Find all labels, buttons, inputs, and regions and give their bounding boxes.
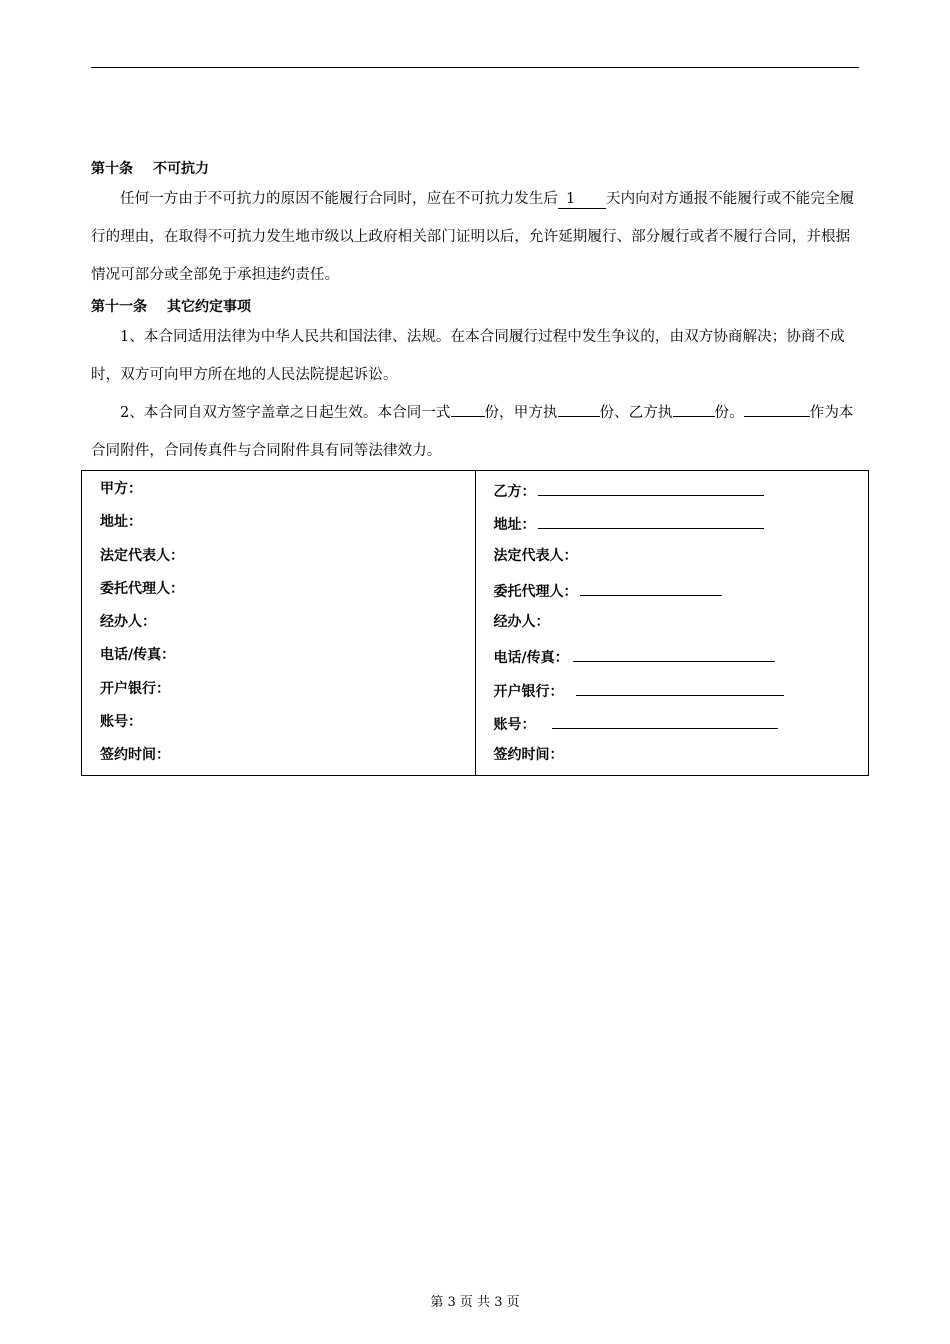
article-11-item-2 [91, 394, 859, 470]
article-10-paragraph [91, 180, 859, 294]
party-b-agent-field: 委托代理人： [494, 575, 869, 608]
party-b-bank-field: 开户银行： [494, 675, 869, 708]
party-b-phone-line[interactable] [573, 641, 775, 662]
days-blank[interactable]: 1 [558, 190, 606, 209]
document-body [91, 156, 859, 470]
party-a-address-field: 地址： [100, 514, 142, 531]
party-b-account-line[interactable] [552, 708, 778, 729]
party-b-account-field: 账号： [494, 708, 869, 741]
article-11-item-1: 1、本合同适用法律为中华人民共和国法律、法规。在本合同履行过程中发生争议的，由双方协商解决；协商不成时，双方可向甲方所在地的人民法院提起诉讼。 [91, 329, 845, 383]
article-11-title: 其它约定事项 [167, 299, 251, 315]
article-10-text-after: 天内向对方通报不能履行或不能完全履行的理由，在取得不可抗力发生地市级以上政府相关部门证明以后，允许延期履行、部分履行或者不履行合同，并根据情况可部分或全部免于承担违约责任。 [91, 191, 855, 283]
item-2-text-e: 作为本合同附件，合同传真件与合同附件具有同等法律效力。 [91, 405, 854, 459]
item-2-text-c: 份、乙方执 [599, 405, 673, 421]
party-b-bank-line[interactable] [576, 675, 784, 696]
party-b-name-field: 乙方： [494, 475, 869, 508]
header-rule [91, 67, 859, 68]
party-b-address-line[interactable] [538, 508, 764, 529]
party-a-name-field: 甲方： [100, 481, 142, 497]
copies-total-blank[interactable] [451, 416, 485, 417]
party-b-address-field: 地址： [494, 508, 869, 541]
party-a-date-field: 签约时间： [100, 747, 170, 764]
party-a-bank-field: 开户银行： [100, 680, 170, 697]
party-b-phone-field: 电话/传真： [494, 641, 869, 674]
article-11-number: 第十一条 [91, 299, 147, 315]
article-10-text-before: 任何一方由于不可抗力的原因不能履行合同时，应在不可抗力发生后 [120, 191, 558, 207]
party-a-legal-rep-field: 法定代表人： [100, 547, 184, 564]
article-10-heading [91, 156, 859, 182]
party-b-legal-rep-field: 法定代表人： [493, 547, 578, 564]
page-footer: 第 3 页 共 3 页 [430, 1295, 520, 1310]
party-a-agent-field: 委托代理人： [100, 580, 184, 597]
party-b-handler-field: 经办人： [493, 614, 550, 631]
party-b-agent-line[interactable] [580, 575, 722, 596]
party-a-phone-field: 电话/传真： [100, 647, 176, 664]
party-b-name-line[interactable] [538, 475, 764, 496]
article-10-title: 不可抗力 [153, 161, 209, 177]
party-a-cell [82, 471, 476, 776]
copies-party-b-blank[interactable] [673, 416, 715, 417]
signature-table [81, 470, 869, 776]
item-2-text-a: 2、本合同自双方签字盖章之日起生效。本合同一式 [120, 405, 451, 421]
article-11-heading [91, 294, 859, 320]
copies-party-a-blank[interactable] [558, 416, 600, 417]
party-b-date-field: 签约时间： [493, 747, 564, 764]
party-a-handler-field: 经办人： [100, 614, 156, 631]
item-2-text-b: 份，甲方执 [484, 405, 558, 421]
party-b-cell [475, 471, 869, 776]
attachment-blank[interactable] [744, 416, 810, 417]
item-2-text-d: 份。 [714, 405, 744, 421]
party-a-account-field: 账号： [100, 714, 142, 731]
article-10-number: 第十条 [91, 161, 133, 177]
